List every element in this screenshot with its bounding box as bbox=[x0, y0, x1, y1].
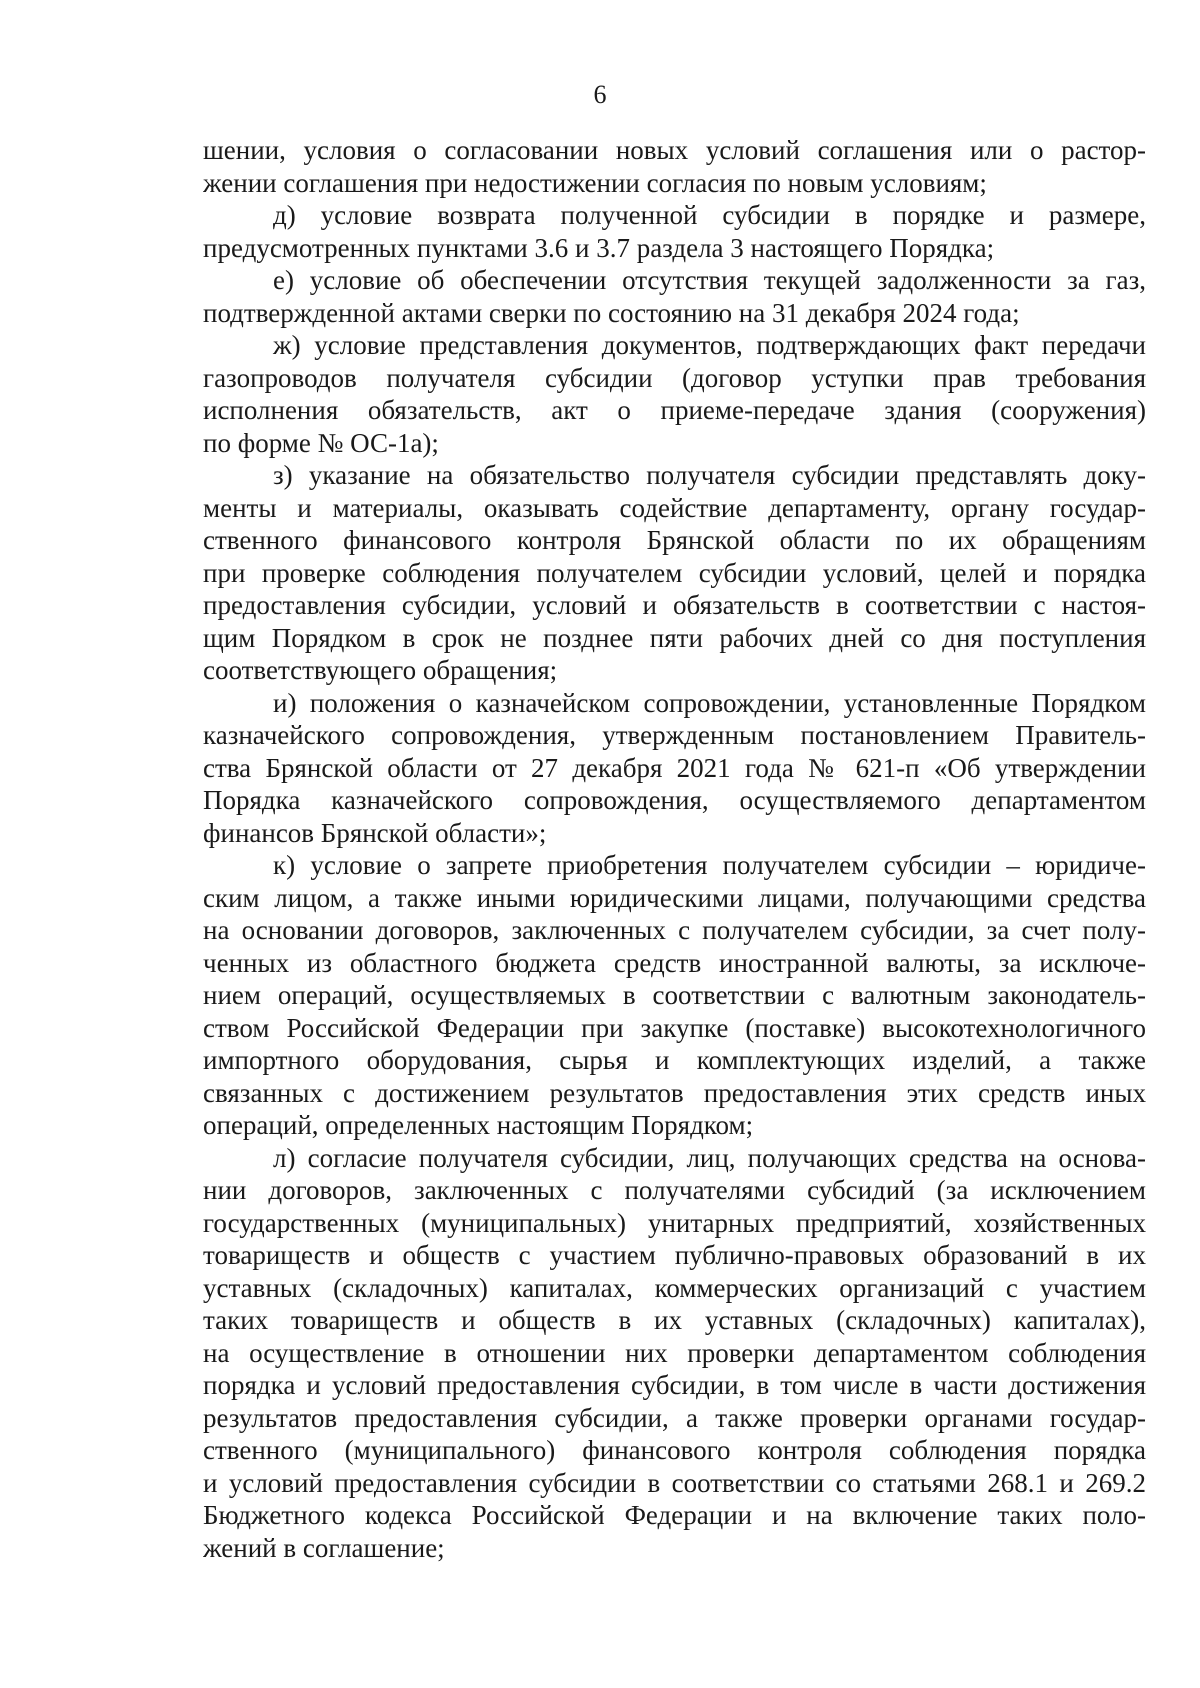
text-line: государственных (муниципальных) унитарных предприятий, хозяйственных bbox=[203, 1207, 1146, 1238]
text-line: ством Российской Федерации при закупке (поставке) высокотехнологичного bbox=[203, 1012, 1146, 1043]
text-line: по форме № ОС-1а); bbox=[203, 427, 439, 458]
text-line: Порядка казначейского сопровождения, осуществляемого департаментом bbox=[203, 785, 1146, 815]
text-line: д) условие возврата полученной субсидии в порядке и размере, bbox=[273, 200, 1146, 230]
text-line: исполнения обязательств, акт о приеме-передаче здания (сооружения) bbox=[203, 395, 1146, 425]
text-line: предоставления субсидии, условий и обязательств в соответствии с настоя- bbox=[203, 590, 1146, 620]
text-line: и условий предоставления субсидии в соответствии со статьями 268.1 и 269.2 bbox=[203, 1467, 1146, 1498]
text-line: и) положения о казначейском сопровождении, установленные Порядком bbox=[273, 687, 1146, 718]
text-line: казначейского сопровождения, утвержденным постановлением Правитель- bbox=[203, 720, 1146, 750]
document-body bbox=[203, 134, 1146, 1564]
text-line: уставных (складочных) капиталах, коммерческих организаций с участием bbox=[203, 1272, 1146, 1303]
text-line: таких товариществ и обществ в их уставных (складочных) капиталах), bbox=[203, 1305, 1146, 1335]
text-line: порядка и условий предоставления субсидии, в том числе в части достижения bbox=[203, 1370, 1146, 1400]
text-line: Бюджетного кодекса Российской Федерации и на включение таких поло- bbox=[203, 1500, 1146, 1530]
page-number: 6 bbox=[593, 80, 607, 109]
text-line: товариществ и обществ с участием публично-правовых образований в их bbox=[203, 1240, 1146, 1270]
text-line: связанных с достижением результатов предоставления этих средств иных bbox=[203, 1077, 1146, 1108]
text-line: е) условие об обеспечении отсутствия текущей задолженности за газ, bbox=[273, 265, 1146, 295]
text-line: соответствующего обращения; bbox=[203, 655, 558, 685]
text-line: на основании договоров, заключенных с получателем субсидии, за счет полу- bbox=[203, 915, 1146, 945]
text-line: жении соглашения при недостижении согласия по новым условиям; bbox=[203, 167, 987, 198]
text-line: на осуществление в отношении них проверки департаментом соблюдения bbox=[203, 1337, 1146, 1368]
text-line: ж) условие представления документов, подтверждающих факт передачи bbox=[273, 330, 1146, 360]
text-line: при проверке соблюдения получателем субсидии условий, целей и порядка bbox=[203, 557, 1146, 588]
text-line: к) условие о запрете приобретения получателем субсидии – юридиче- bbox=[273, 850, 1146, 880]
text-line: предусмотренных пунктами 3.6 и 3.7 раздела 3 настоящего Порядка; bbox=[203, 232, 995, 263]
text-line: результатов предоставления субсидии, а также проверки органами государ- bbox=[203, 1402, 1146, 1433]
text-line: операций, определенных настоящим Порядком; bbox=[203, 1110, 754, 1140]
text-line: жений в соглашение; bbox=[203, 1532, 445, 1563]
text-line: ченных из областного бюджета средств иностранной валюты, за исключе- bbox=[203, 947, 1146, 978]
text-line: ства Брянской области от 27 декабря 2021 года № 621-п «Об утверждении bbox=[203, 752, 1146, 783]
text-line: нии договоров, заключенных с получателями субсидий (за исключением bbox=[203, 1175, 1146, 1205]
text-line: подтвержденной актами сверки по состоянию на 31 декабря 2024 года; bbox=[203, 297, 1020, 328]
text-line: ским лицом, а также иными юридическими лицами, получающими средства bbox=[203, 882, 1146, 913]
text-line: ственного финансового контроля Брянской области по их обращениям bbox=[203, 525, 1146, 555]
text-line: финансов Брянской области»; bbox=[203, 817, 547, 848]
text-line: л) согласие получателя субсидии, лиц, получающих средства на основа- bbox=[273, 1142, 1146, 1173]
text-line: щим Порядком в срок не позднее пяти рабочих дней со дня поступления bbox=[203, 622, 1146, 653]
text-line: ственного (муниципального) финансового контроля соблюдения порядка bbox=[203, 1435, 1146, 1465]
text-line: газопроводов получателя субсидии (договор уступки прав требования bbox=[203, 362, 1146, 393]
text-line: менты и материалы, оказывать содействие департаменту, органу государ- bbox=[203, 492, 1146, 523]
text-line: импортного оборудования, сырья и комплектующих изделий, а также bbox=[203, 1045, 1146, 1075]
text-line: шении, условия о согласовании новых условий соглашения или о растор- bbox=[203, 135, 1146, 165]
text-line: нием операций, осуществляемых в соответствии с валютным законодатель- bbox=[203, 980, 1146, 1010]
text-line: з) указание на обязательство получателя субсидии представлять доку- bbox=[273, 460, 1146, 490]
